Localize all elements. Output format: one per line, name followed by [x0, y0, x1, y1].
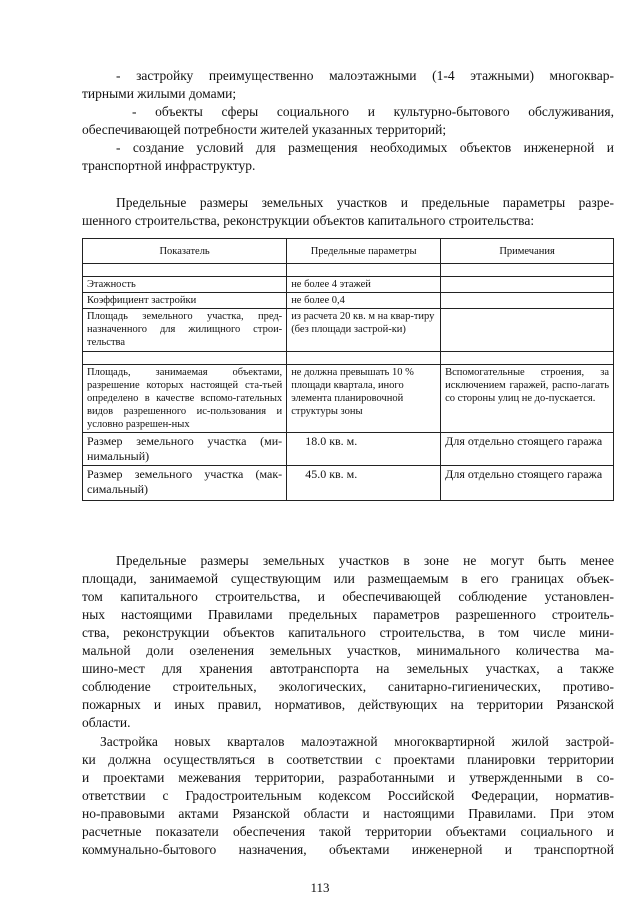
table-cell: Вспомогательные строения, за исключением гаражей, распо-лагать со стороны улиц не до-пускается.	[441, 365, 614, 433]
table-row	[83, 309, 614, 352]
paragraph-line: Застройка новых кварталов малоэтажной многоквартирной жилой застрой-	[100, 734, 614, 749]
list-item: - создание условий для размещения необходимых объектов инженерной и	[116, 140, 614, 155]
table-cell: не должна превышать 10 % площади квартала, иного элемента планировочной структуры зоны	[287, 365, 441, 433]
paragraph-line: ответствии с Градостроительным кодексом Российской Федерации, норматив-	[82, 788, 614, 803]
table-cell: Для отдельно стоящего гаража	[441, 466, 614, 501]
table-spacer-row	[83, 352, 614, 365]
table-row	[83, 365, 614, 433]
table-row	[83, 433, 614, 466]
paragraph-line: ства, реконструкции объектов капитального строительства, в том числе мини-	[82, 625, 614, 640]
table-cell: 45.0 кв. м.	[287, 466, 441, 501]
list-item: - объекты сферы социального и культурно-бытового обслуживания,	[132, 104, 614, 119]
page-number: 113	[310, 880, 330, 895]
paragraph-line: Предельные размеры земельных участков в зоне не могут быть менее	[116, 553, 614, 568]
table-row	[83, 277, 614, 293]
section-heading: Предельные размеры земельных участков и предельные параметры разре-	[116, 195, 614, 210]
table-cell: не более 0,4	[287, 293, 441, 309]
list-item-continuation: транспортной инфраструктур.	[82, 158, 256, 173]
table-cell: Для отдельно стоящего гаража	[441, 433, 614, 466]
table-header-row	[83, 239, 614, 264]
table-cell: 18.0 кв. м.	[287, 433, 441, 466]
table-cell: Этажность	[83, 277, 287, 293]
table-cell	[441, 309, 614, 352]
table-cell	[441, 293, 614, 309]
table-spacer-row	[83, 264, 614, 277]
table-cell: Коэффициент застройки	[83, 293, 287, 309]
table-cell: Размер земельного участка (мак-симальный)	[83, 466, 287, 501]
paragraph-line: коммунально-бытового назначения, объектами инженерной и транспортной	[82, 842, 614, 857]
list-item-continuation: обеспечивающей потребности жителей указанных территорий;	[82, 122, 447, 137]
paragraph-line: области.	[82, 715, 131, 730]
paragraph-line: пожарных и иных правил, нормативов, действующих на территории Рязанской	[82, 697, 614, 712]
table-cell: Площадь, занимаемая объектами, разрешение которых настоящей ста-тьей определено в качестве вспомо-гательных видов разрешенного ис-пользования и условно разрешен-ных	[83, 365, 287, 433]
paragraph-line: расчетные показатели обеспечения такой территории объектами социального и	[82, 824, 614, 839]
paragraph-line: шино-мест для хранения автотранспорта на земельных участках, а также	[82, 661, 614, 676]
table-row	[83, 293, 614, 309]
parameters-table	[82, 238, 614, 501]
paragraph-line: мальной доли озеленения земельных участков, минимального количества ма-	[82, 643, 614, 658]
table-row	[83, 466, 614, 501]
table-cell: не более 4 этажей	[287, 277, 441, 293]
list-item: - застройку преимущественно малоэтажными (1-4 этажными) многоквар-	[116, 68, 614, 83]
column-header: Примечания	[441, 239, 614, 264]
paragraph-line: площади, занимаемой существующим или размещаемым в его границах объек-	[82, 571, 614, 586]
column-header: Показатель	[83, 239, 287, 264]
paragraph-line: ки должна осуществляться в соответствии с проектами планировки территории	[82, 752, 614, 767]
column-header: Предельные параметры	[287, 239, 441, 264]
paragraph-line: и проектами межевания территории, разработанными и утвержденными в со-	[82, 770, 614, 785]
paragraph-line: но-правовыми актами Рязанской области и настоящими Правилами. При этом	[82, 806, 614, 821]
table-cell: Размер земельного участка (ми-нимальный)	[83, 433, 287, 466]
paragraph-line: том капитального строительства, и обеспечивающей соблюдение установлен-	[82, 589, 614, 604]
paragraph-line: соблюдение строительных, экологических, санитарно-гигиенических, противо-	[82, 679, 614, 694]
paragraph-line: ных настоящими Правилами предельных параметров разрешенного строитель-	[82, 607, 614, 622]
section-heading-continuation: шенного строительства, реконструкции объектов капитального строительства:	[82, 213, 535, 228]
list-item-continuation: тирными жилыми домами;	[82, 86, 237, 101]
table-cell	[441, 277, 614, 293]
table-cell: из расчета 20 кв. м на квар-тиру (без площади застрой-ки)	[287, 309, 441, 352]
table-cell: Площадь земельного участка, пред-назначенного для жилищного строи-тельства	[83, 309, 287, 352]
